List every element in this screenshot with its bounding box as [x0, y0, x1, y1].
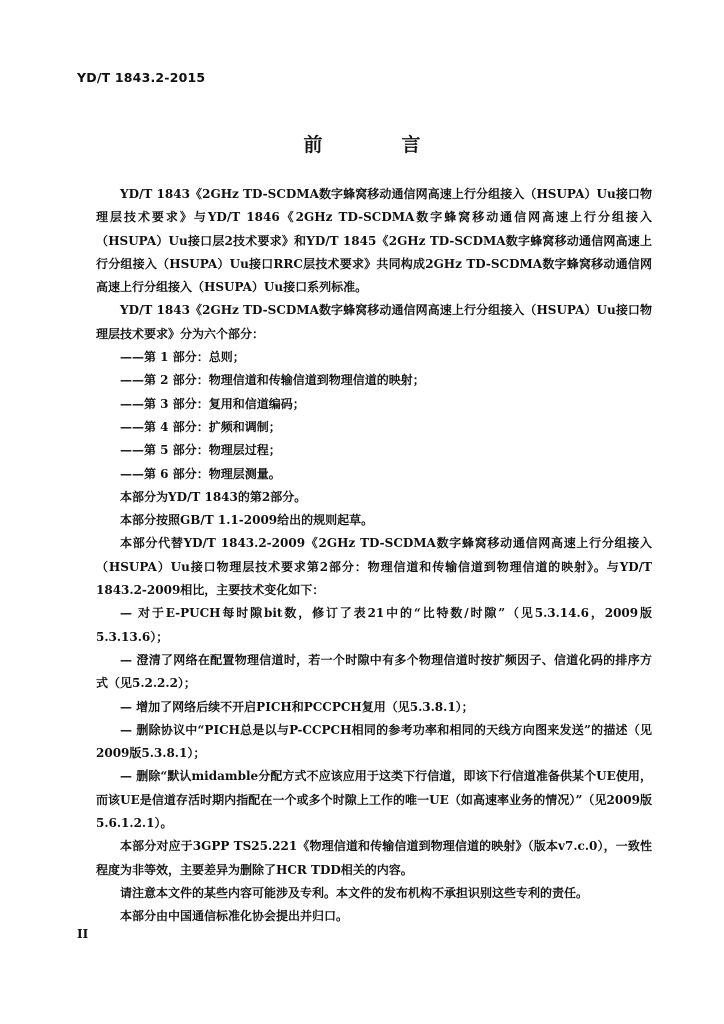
change-item: — 对于E-PUCH每时隙bit数，修订了表21中的“比特数/时隙”（见5.3.14.6，2009版5.3.13.6）；	[96, 606, 652, 644]
change-item: — 增加了网络后续不开启PICH和PCCPCH复用（见5.3.8.1）；	[120, 699, 474, 714]
change-item: — 删除协议中“PICH总是以与P-CCPCH相同的参考功率和相同的天线方向图来发送”的描述（见2009版5.3.8.1）；	[96, 722, 652, 761]
correspondence-statement: 本部分对应于3GPP TS25.221《物理信道和传输信道到物理信道的映射》（版本v7.c.0），一致性程度为非等效，主要差异为删除了HCR TDD相关的内容。	[96, 839, 652, 877]
part-list-item: ——第 1 部分：总则；	[120, 350, 245, 365]
part-list-item: ——第 3 部分：复用和信道编码；	[120, 396, 305, 411]
parts-intro-paragraph: YD/T 1843《2GHz TD-SCDMA数字蜂窝移动通信网高速上行分组接入（HSUPA）Uu接口物理层技术要求》分为六个部分：	[96, 303, 652, 341]
document-code-header: YD/T 1843.2-2015	[77, 70, 206, 85]
change-item: — 删除“默认midamble分配方式不应该应用于这类下行信道，即该下行信道准备供某个UE使用，而该UE是信道存活时期内指配在一个或多个时隙上工作的唯一UE（如高速率业务的情况）”（见2009版5.6.1.2.1）。	[96, 769, 652, 831]
series-intro-paragraph: YD/T 1843《2GHz TD-SCDMA数字蜂窝移动通信网高速上行分组接入（HSUPA）Uu接口物理层技术要求》与YD/T 1846《2GHz TD-SCDMA数字蜂窝移动通信网高速上行分组接入（HSUPA）Uu接口层2技术要求》和YD/T 1845《2GHz TD-SCDMA数字蜂窝移动通信网高速上行分组接入（HSUPA）Uu接口RRC层技术要求》共同构成2GHz TD-SCDMA数字蜂窝移动通信网高速上行分组接入（HSUPA）Uu接口系列标准。	[96, 187, 652, 295]
change-item: — 澄清了网络在配置物理信道时，若一个时隙中有多个物理信道时按扩频因子、信道化码的排序方式（见5.2.2.2）；	[96, 652, 652, 691]
part-list-item: ——第 4 部分：扩频和调制；	[120, 419, 281, 434]
part-statement: 本部分为YD/T 1843的第2部分。	[120, 489, 307, 504]
page-number: II	[77, 927, 89, 941]
replacement-statement: 本部分代替YD/T 1843.2-2009《2GHz TD-SCDMA数字蜂窝移动通信网高速上行分组接入（HSUPA）Uu接口物理层技术要求第2部分：物理信道和传输信道到物理信道的映射》。与YD/T 1843.2-2009相比，主要技术变化如下：	[96, 536, 652, 598]
page-title: 前 言	[303, 134, 451, 156]
patent-notice: 请注意本文件的某些内容可能涉及专利。本文件的发布机构不承担识别这些专利的责任。	[120, 885, 589, 900]
part-list-item: ——第 5 部分：物理层过程；	[120, 443, 281, 458]
part-list-item: ——第 2 部分：物理信道和传输信道到物理信道的映射；	[120, 373, 425, 388]
drafting-rule-statement: 本部分按照GB/T 1.1-2009给出的规则起草。	[120, 513, 374, 528]
proposer-statement: 本部分由中国通信标准化协会提出并归口。	[120, 909, 349, 924]
foreword-body	[96, 183, 652, 929]
part-list-item: ——第 6 部分：物理层测量。	[120, 466, 281, 481]
